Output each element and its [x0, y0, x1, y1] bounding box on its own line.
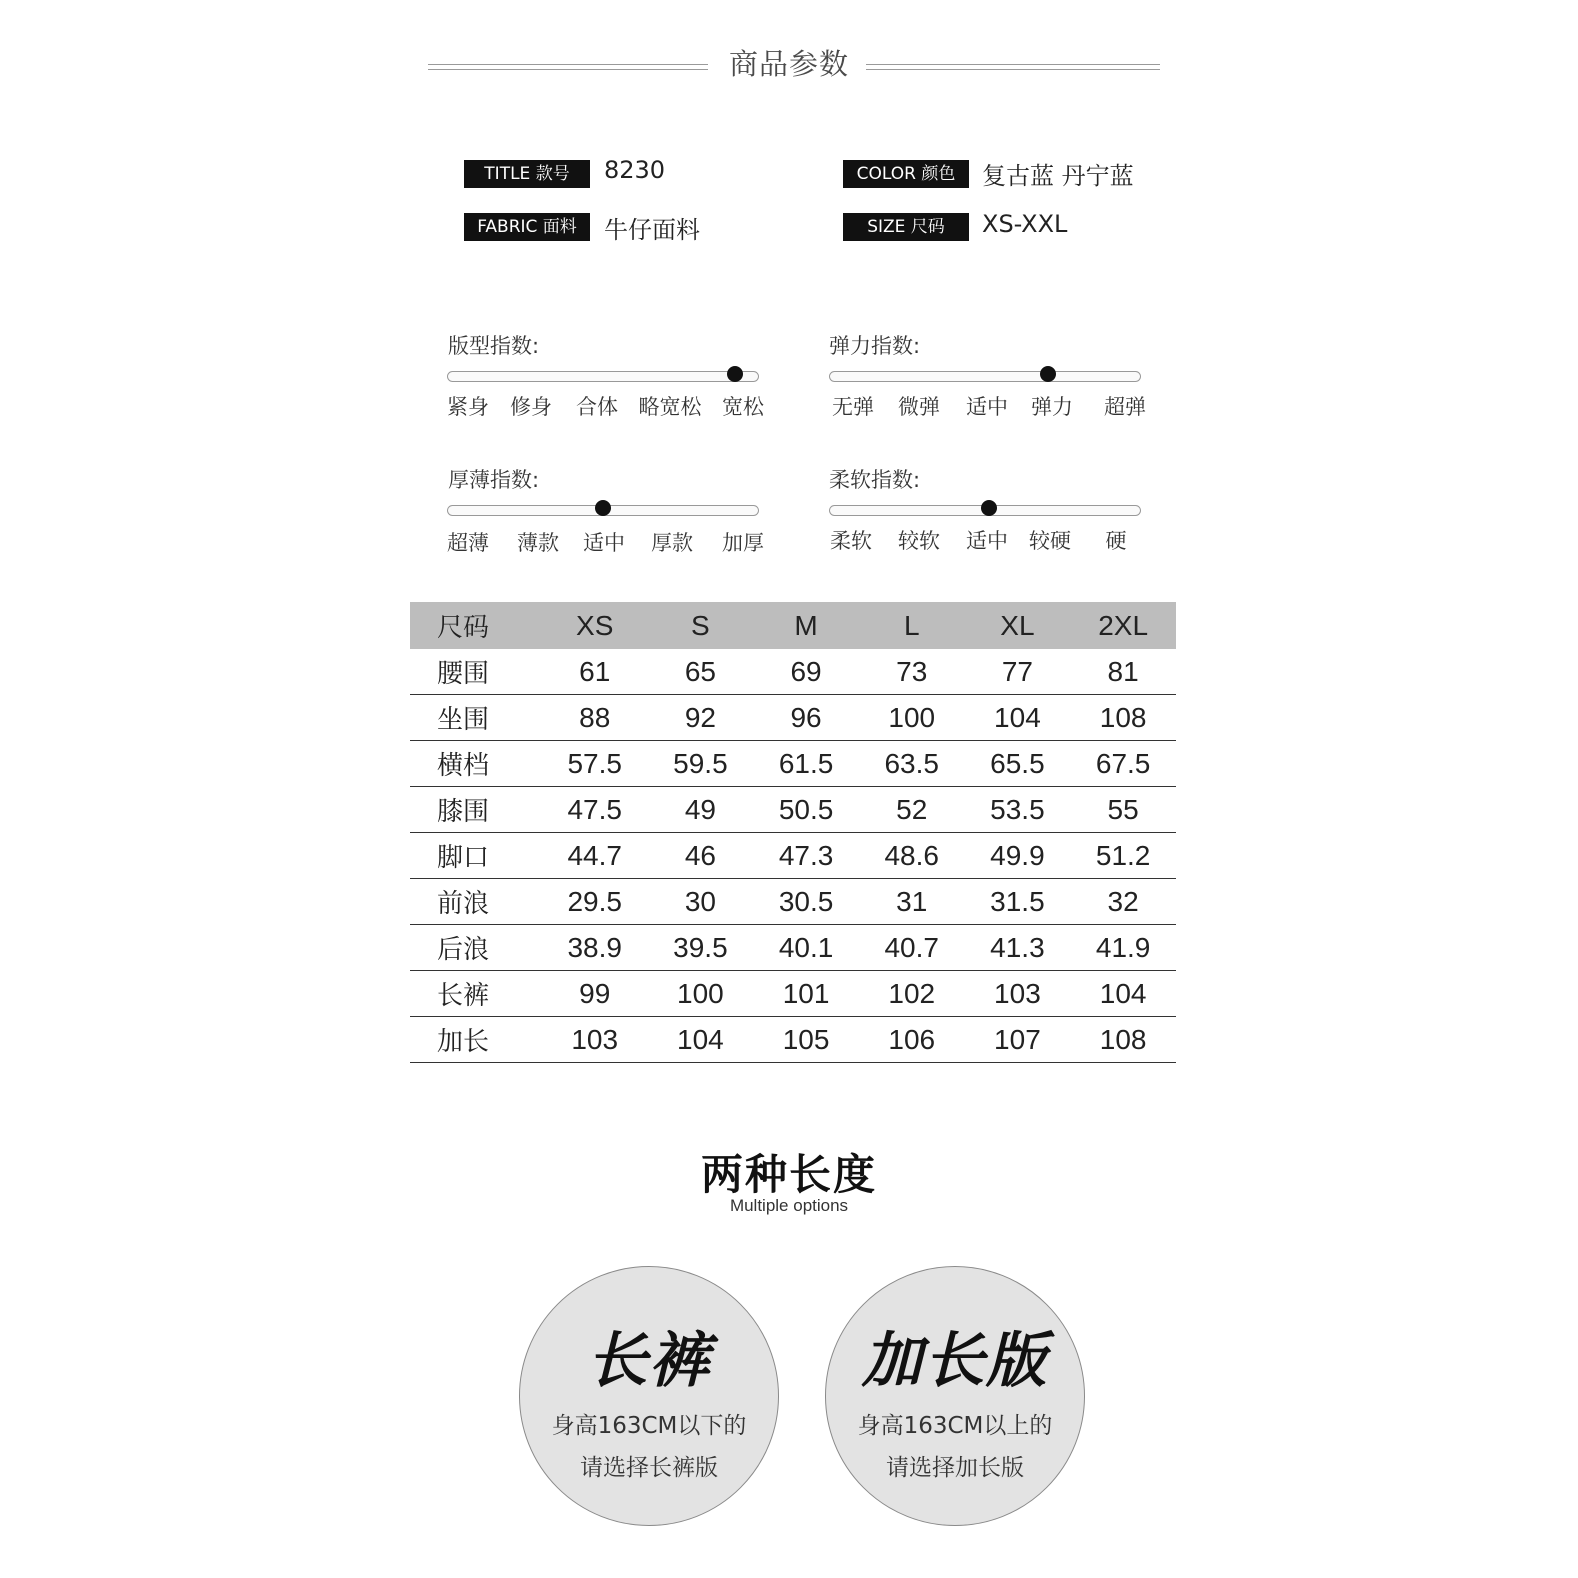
- softness-option: 硬: [1105, 529, 1127, 553]
- table-cell: 44.7: [542, 833, 648, 879]
- size-chart-header-row: [410, 602, 1176, 649]
- table-cell: 104: [648, 1017, 754, 1063]
- row-label: 加长: [410, 1017, 542, 1063]
- table-cell: 73: [859, 649, 965, 695]
- thickness-option: 薄款: [517, 531, 559, 555]
- table-cell: 100: [859, 695, 965, 741]
- table-cell: 63.5: [859, 741, 965, 787]
- size-value: XS-XXL: [982, 210, 1068, 238]
- fit-index-title: 版型指数:: [448, 334, 540, 358]
- fit-index-knob: [727, 366, 743, 382]
- header-cell: XL: [965, 602, 1071, 649]
- stretch-index-track: [829, 371, 1141, 382]
- fit-index-track: [447, 371, 759, 382]
- fabric-tag: FABRIC 面料: [464, 213, 590, 241]
- table-cell: 53.5: [965, 787, 1071, 833]
- table-cell: 107: [965, 1017, 1071, 1063]
- table-cell: 103: [965, 971, 1071, 1017]
- table-cell: 77: [965, 649, 1071, 695]
- table-cell: 55: [1070, 787, 1176, 833]
- table-cell: 65.5: [965, 741, 1071, 787]
- table-cell: 105: [753, 1017, 859, 1063]
- thickness-option: 加厚: [722, 531, 764, 555]
- table-row: [410, 833, 1176, 879]
- softness-option: 柔软: [830, 529, 872, 553]
- table-cell: 41.9: [1070, 925, 1176, 971]
- table-row: [410, 879, 1176, 925]
- table-cell: 99: [542, 971, 648, 1017]
- softness-option: 较硬: [1029, 529, 1071, 553]
- table-cell: 65: [648, 649, 754, 695]
- fabric-value: 牛仔面料: [604, 216, 700, 244]
- fit-option: 紧身: [447, 395, 489, 419]
- table-cell: 88: [542, 695, 648, 741]
- fit-option: 略宽松: [638, 395, 702, 419]
- table-cell: 31.5: [965, 879, 1071, 925]
- lengths-subtitle: Multiple options: [729, 1196, 849, 1215]
- table-cell: 41.3: [965, 925, 1071, 971]
- row-label: 长裤: [410, 971, 542, 1017]
- header-cell: L: [859, 602, 965, 649]
- header-cell: XS: [542, 602, 648, 649]
- table-cell: 108: [1070, 1017, 1176, 1063]
- table-cell: 92: [648, 695, 754, 741]
- stretch-option: 微弹: [898, 395, 940, 419]
- row-label: 横档: [410, 741, 542, 787]
- size-chart-table: [410, 602, 1176, 1063]
- row-label: 脚口: [410, 833, 542, 879]
- lengths-title: 两种长度: [700, 1150, 877, 1199]
- fit-option: 宽松: [722, 395, 764, 419]
- table-cell: 101: [753, 971, 859, 1017]
- table-cell: 67.5: [1070, 741, 1176, 787]
- table-cell: 47.3: [753, 833, 859, 879]
- row-label: 坐围: [410, 695, 542, 741]
- thickness-index-title: 厚薄指数:: [448, 468, 540, 492]
- table-cell: 61: [542, 649, 648, 695]
- row-label: 膝围: [410, 787, 542, 833]
- table-row: [410, 649, 1176, 695]
- stretch-option: 弹力: [1031, 395, 1073, 419]
- table-row: [410, 971, 1176, 1017]
- table-cell: 31: [859, 879, 965, 925]
- table-cell: 61.5: [753, 741, 859, 787]
- table-cell: 81: [1070, 649, 1176, 695]
- stretch-option: 超弹: [1104, 395, 1146, 419]
- table-row: [410, 925, 1176, 971]
- softness-index-title: 柔软指数:: [829, 468, 921, 492]
- regular-length-line2: 请选择长裤版: [580, 1455, 718, 1481]
- thickness-option: 厚款: [651, 531, 693, 555]
- table-row: [410, 695, 1176, 741]
- table-cell: 103: [542, 1017, 648, 1063]
- table-cell: 108: [1070, 695, 1176, 741]
- thickness-option: 超薄: [447, 531, 489, 555]
- table-cell: 39.5: [648, 925, 754, 971]
- table-cell: 47.5: [542, 787, 648, 833]
- thickness-option: 适中: [583, 531, 625, 555]
- stretch-option: 适中: [966, 395, 1008, 419]
- table-cell: 104: [1070, 971, 1176, 1017]
- header-cell: M: [753, 602, 859, 649]
- table-cell: 100: [648, 971, 754, 1017]
- softness-option: 适中: [966, 529, 1008, 553]
- section-title-params: 商品参数: [728, 47, 849, 81]
- color-tag: COLOR 颜色: [843, 160, 969, 188]
- table-cell: 69: [753, 649, 859, 695]
- table-cell: 48.6: [859, 833, 965, 879]
- table-cell: 40.7: [859, 925, 965, 971]
- table-cell: 106: [859, 1017, 965, 1063]
- table-cell: 40.1: [753, 925, 859, 971]
- extended-length-option: [825, 1266, 1085, 1526]
- softness-option: 较软: [898, 529, 940, 553]
- title-value: 8230: [604, 156, 666, 184]
- table-cell: 51.2: [1070, 833, 1176, 879]
- table-cell: 49: [648, 787, 754, 833]
- header-cell: 尺码: [410, 602, 542, 649]
- table-cell: 96: [753, 695, 859, 741]
- header-divider-left: [428, 64, 708, 70]
- table-cell: 46: [648, 833, 754, 879]
- table-row: [410, 787, 1176, 833]
- table-cell: 50.5: [753, 787, 859, 833]
- fit-option: 合体: [576, 395, 618, 419]
- extended-length-title: 加长版: [862, 1326, 1048, 1396]
- table-cell: 57.5: [542, 741, 648, 787]
- table-row: [410, 1017, 1176, 1063]
- regular-length-line1: 身高163CM以下的: [551, 1413, 747, 1439]
- table-cell: 38.9: [542, 925, 648, 971]
- header-divider-right: [866, 64, 1160, 70]
- fit-option: 修身: [510, 395, 552, 419]
- softness-index-knob: [981, 500, 997, 516]
- stretch-index-knob: [1040, 366, 1056, 382]
- table-cell: 32: [1070, 879, 1176, 925]
- extended-length-line2: 请选择加长版: [886, 1455, 1024, 1481]
- table-cell: 30: [648, 879, 754, 925]
- table-cell: 104: [965, 695, 1071, 741]
- regular-length-title: 长裤: [587, 1326, 711, 1396]
- color-value: 复古蓝 丹宁蓝: [982, 162, 1134, 190]
- table-cell: 29.5: [542, 879, 648, 925]
- row-label: 腰围: [410, 649, 542, 695]
- regular-length-option: [519, 1266, 779, 1526]
- table-cell: 52: [859, 787, 965, 833]
- header-cell: 2XL: [1070, 602, 1176, 649]
- table-cell: 59.5: [648, 741, 754, 787]
- stretch-index-title: 弹力指数:: [829, 334, 921, 358]
- table-cell: 30.5: [753, 879, 859, 925]
- table-cell: 102: [859, 971, 965, 1017]
- table-row: [410, 741, 1176, 787]
- stretch-option: 无弹: [832, 395, 874, 419]
- table-cell: 49.9: [965, 833, 1071, 879]
- header-cell: S: [648, 602, 754, 649]
- extended-length-line1: 身高163CM以上的: [857, 1413, 1053, 1439]
- row-label: 前浪: [410, 879, 542, 925]
- thickness-index-knob: [595, 500, 611, 516]
- size-tag: SIZE 尺码: [843, 213, 969, 241]
- row-label: 后浪: [410, 925, 542, 971]
- title-tag: TITLE 款号: [464, 160, 590, 188]
